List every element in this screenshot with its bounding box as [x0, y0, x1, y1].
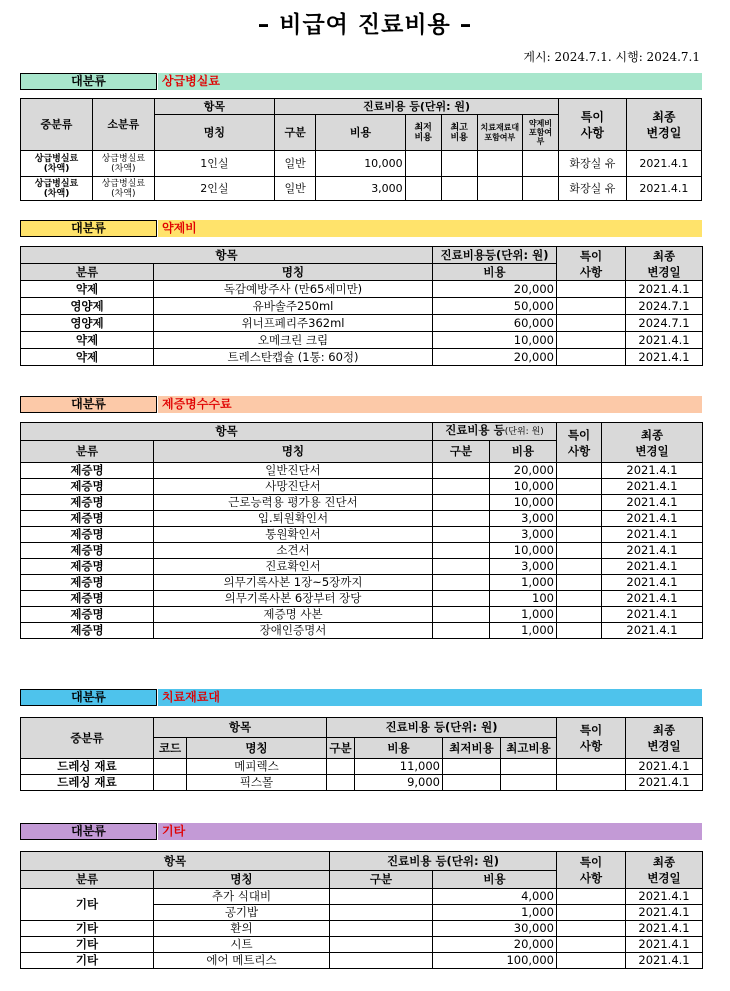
room-fee-table	[20, 98, 702, 201]
table-row	[21, 775, 703, 791]
cell-name: 일반진단서	[154, 463, 433, 479]
cell-price: 20,000	[433, 281, 557, 298]
cell-note	[557, 575, 602, 591]
cell-date: 2021.4.1	[602, 543, 703, 559]
table-row	[21, 527, 703, 543]
category-label: 대분류	[20, 823, 157, 840]
cell-name: 트레스탄캡슐 (1통: 60정)	[154, 349, 433, 366]
header-class: 분류	[21, 871, 154, 889]
table-row	[21, 151, 702, 177]
cell-date: 2021.4.1	[602, 607, 703, 623]
cell-note	[557, 511, 602, 527]
cell-sub: 상급병실료 (차액)	[93, 177, 155, 201]
cell-date: 2021.4.1	[602, 575, 703, 591]
cell-date: 2021.4.1	[602, 591, 703, 607]
table-row	[21, 543, 703, 559]
header-note: 특이 사항	[557, 423, 602, 463]
header-mid: 중분류	[21, 718, 154, 759]
table-row	[21, 591, 703, 607]
cell-name: 진료확인서	[154, 559, 433, 575]
cell-price: 3,000	[490, 559, 557, 575]
cell-class: 기타	[21, 953, 154, 969]
cell-type	[433, 543, 490, 559]
cell-date: 2021.4.1	[626, 889, 703, 905]
cell-price: 10,000	[316, 151, 405, 177]
cell-name: 오메크린 크림	[154, 332, 433, 349]
header-name: 명칭	[154, 441, 433, 463]
cell-name: 공기밥	[154, 905, 330, 921]
header-price: 비용	[433, 264, 557, 281]
header-cost-unit: (단위: 원)	[504, 427, 544, 437]
header-date: 최종 변경일	[626, 718, 703, 759]
table-row	[21, 332, 703, 349]
posting-date: 게시: 2024.7.1. 시행: 2024.7.1	[523, 50, 700, 64]
header-item: 항목	[154, 718, 327, 738]
cell-mid: 드레싱 재료	[21, 775, 154, 791]
header-date: 최종 변경일	[626, 852, 703, 889]
header-name: 명칭	[154, 264, 433, 281]
cell-name: 픽스몰	[187, 775, 327, 791]
cell-class: 제증명	[21, 543, 154, 559]
cell-date: 2021.4.1	[626, 759, 703, 775]
cell-price: 10,000	[490, 495, 557, 511]
table-row	[21, 953, 703, 969]
cell-date: 2021.4.1	[626, 775, 703, 791]
cell-class: 기타	[21, 921, 154, 937]
cell-type	[433, 463, 490, 479]
table-row	[21, 937, 703, 953]
cell-note	[557, 559, 602, 575]
cell-note	[557, 607, 602, 623]
cell-name: 추가 식대비	[154, 889, 330, 905]
cell-date: 2021.4.1	[626, 177, 701, 201]
header-code: 코드	[154, 738, 187, 759]
cell-price: 1,000	[490, 575, 557, 591]
cell-type	[433, 591, 490, 607]
table-row	[21, 495, 703, 511]
cell-note	[557, 463, 602, 479]
cell-type	[433, 575, 490, 591]
cell-price: 20,000	[433, 937, 557, 953]
cell-date: 2021.4.1	[602, 495, 703, 511]
category-header-certificate	[20, 396, 702, 413]
category-name: 상급병실료	[158, 73, 702, 90]
header-name: 명칭	[187, 738, 327, 759]
header-drug: 약제비 포함여 부	[522, 115, 558, 151]
cell-name: 유바솔주250ml	[154, 298, 433, 315]
category-name: 기타	[158, 823, 702, 840]
table-row	[21, 623, 703, 639]
category-header-etc	[20, 823, 702, 840]
material-fee-table	[20, 717, 703, 791]
cell-name: 1인실	[154, 151, 274, 177]
cell-note	[557, 543, 602, 559]
header-note: 특이 사항	[557, 247, 626, 281]
cell-name: 소견서	[154, 543, 433, 559]
header-cost: 진료비용 등(단위: 원)	[327, 718, 557, 738]
cell-date: 2021.4.1	[602, 559, 703, 575]
cell-name: 근로능력용 평가용 진단서	[154, 495, 433, 511]
cell-price: 1,000	[490, 607, 557, 623]
header-item: 항목	[21, 852, 330, 871]
header-sub: 소분류	[93, 99, 155, 151]
header-material: 치료재료대 포함여부	[477, 115, 522, 151]
cell-note	[557, 591, 602, 607]
header-note: 특이 사항	[557, 718, 626, 759]
category-header-material	[20, 689, 702, 706]
cell-class: 영양제	[21, 315, 154, 332]
cell-type	[433, 479, 490, 495]
cell-name: 입.퇴원확인서	[154, 511, 433, 527]
cell-price: 3,000	[490, 511, 557, 527]
cell-date: 2021.4.1	[626, 937, 703, 953]
cell-date: 2024.7.1	[626, 298, 703, 315]
cell-class: 기타	[21, 889, 154, 921]
cell-type: 일반	[275, 177, 316, 201]
cell-name: 의무기록사본 6장부터 장당	[154, 591, 433, 607]
category-name: 제증명수수료	[158, 396, 702, 413]
cell-class: 제증명	[21, 591, 154, 607]
header-type: 구분	[275, 115, 316, 151]
cell-date: 2021.4.1	[626, 151, 701, 177]
table-row	[21, 511, 703, 527]
cell-type	[433, 511, 490, 527]
cell-date: 2021.4.1	[602, 463, 703, 479]
cell-price: 10,000	[490, 543, 557, 559]
cell-note	[557, 527, 602, 543]
table-row	[21, 315, 703, 332]
header-price: 비용	[490, 441, 557, 463]
category-header-drug	[20, 220, 702, 237]
cell-price: 100	[490, 591, 557, 607]
cell-class: 약제	[21, 281, 154, 298]
cell-name: 환의	[154, 921, 330, 937]
cell-date: 2021.4.1	[602, 479, 703, 495]
cell-name: 제증명 사본	[154, 607, 433, 623]
cell-mid: 상급병실료 (차액)	[21, 177, 93, 201]
category-label: 대분류	[20, 396, 157, 413]
header-mid: 중분류	[21, 99, 93, 151]
header-cost: 진료비용 등(단위: 원)	[275, 99, 559, 115]
header-type: 구분	[327, 738, 355, 759]
cell-name: 메피렉스	[187, 759, 327, 775]
header-item: 항목	[154, 99, 274, 115]
cell-class: 제증명	[21, 463, 154, 479]
cell-mid: 상급병실료 (차액)	[21, 151, 93, 177]
header-class: 분류	[21, 441, 154, 463]
header-min: 최저 비용	[405, 115, 441, 151]
category-label: 대분류	[20, 689, 157, 706]
cell-date: 2024.7.1	[626, 315, 703, 332]
cell-price: 9,000	[355, 775, 443, 791]
table-row	[21, 889, 703, 905]
cell-type: 일반	[275, 151, 316, 177]
header-max: 최고비용	[501, 738, 557, 759]
cell-date: 2021.4.1	[626, 349, 703, 366]
table-row	[21, 607, 703, 623]
cell-note	[557, 623, 602, 639]
header-price: 비용	[433, 871, 557, 889]
drug-fee-table	[20, 246, 703, 366]
table-row	[21, 463, 703, 479]
cell-name: 통원확인서	[154, 527, 433, 543]
category-label: 대분류	[20, 220, 157, 237]
cell-date: 2021.4.1	[626, 921, 703, 937]
cell-price: 1,000	[433, 905, 557, 921]
cell-price: 11,000	[355, 759, 443, 775]
header-type: 구분	[330, 871, 433, 889]
header-price: 비용	[316, 115, 405, 151]
category-name: 약제비	[158, 220, 702, 237]
category-name: 치료재료대	[158, 689, 702, 706]
header-item: 항목	[21, 423, 433, 441]
cell-sub: 상급병실료 (차액)	[93, 151, 155, 177]
cell-name: 장애인증명서	[154, 623, 433, 639]
category-label: 대분류	[20, 73, 157, 90]
table-row	[21, 177, 702, 201]
cell-date: 2021.4.1	[626, 953, 703, 969]
cell-price: 50,000	[433, 298, 557, 315]
cell-price: 10,000	[433, 332, 557, 349]
header-name: 명칭	[154, 871, 330, 889]
cell-note: 화장실 유	[558, 151, 626, 177]
header-date: 최종 변경일	[626, 99, 701, 151]
header-cost: 진료비용 등(단위: 원)	[330, 852, 557, 871]
cell-price: 20,000	[433, 349, 557, 366]
cell-name: 사망진단서	[154, 479, 433, 495]
cell-type	[433, 559, 490, 575]
header-max: 최고 비용	[441, 115, 477, 151]
cell-class: 제증명	[21, 575, 154, 591]
cell-price: 60,000	[433, 315, 557, 332]
header-cost-label: 진료비용 등	[445, 423, 505, 437]
table-row	[21, 298, 703, 315]
header-price: 비용	[355, 738, 443, 759]
table-row	[21, 281, 703, 298]
table-row	[21, 921, 703, 937]
etc-fee-table	[20, 851, 703, 969]
cell-date: 2021.4.1	[602, 623, 703, 639]
table-row	[21, 559, 703, 575]
header-name: 명칭	[154, 115, 274, 151]
header-class: 분류	[21, 264, 154, 281]
cell-date: 2021.4.1	[602, 511, 703, 527]
cell-name: 에어 메트리스	[154, 953, 330, 969]
table-row	[21, 349, 703, 366]
cell-type	[433, 623, 490, 639]
cell-type	[433, 495, 490, 511]
cell-note: 화장실 유	[558, 177, 626, 201]
cell-price: 100,000	[433, 953, 557, 969]
cell-type	[433, 527, 490, 543]
cell-date: 2021.4.1	[626, 332, 703, 349]
header-type: 구분	[433, 441, 490, 463]
page-title: – 비급여 진료비용 –	[257, 12, 473, 38]
cell-class: 약제	[21, 332, 154, 349]
cell-price: 3,000	[316, 177, 405, 201]
cell-class: 영양제	[21, 298, 154, 315]
table-row	[21, 759, 703, 775]
header-item: 항목	[21, 247, 433, 264]
header-date: 최종 변경일	[626, 247, 703, 281]
cell-class: 제증명	[21, 479, 154, 495]
table-row	[21, 479, 703, 495]
cell-class: 제증명	[21, 527, 154, 543]
cell-price: 10,000	[490, 479, 557, 495]
cell-date: 2021.4.1	[626, 905, 703, 921]
cell-name: 시트	[154, 937, 330, 953]
cell-name: 독감예방주사 (만65세미만)	[154, 281, 433, 298]
cell-price: 30,000	[433, 921, 557, 937]
certificate-fee-table	[20, 422, 703, 639]
header-date: 최종 변경일	[602, 423, 703, 463]
cell-name: 위너프페리주362ml	[154, 315, 433, 332]
cell-name: 의무기록사본 1장~5장까지	[154, 575, 433, 591]
cell-class: 제증명	[21, 607, 154, 623]
header-note: 특이 사항	[557, 852, 626, 889]
header-note: 특이 사항	[558, 99, 626, 151]
cell-type	[433, 607, 490, 623]
cell-name: 2인실	[154, 177, 274, 201]
cell-price: 20,000	[490, 463, 557, 479]
category-header-room	[20, 73, 702, 90]
cell-class: 제증명	[21, 495, 154, 511]
cell-date: 2021.4.1	[602, 527, 703, 543]
cell-note	[557, 495, 602, 511]
header-min: 최저비용	[443, 738, 501, 759]
header-cost: 진료비용등(단위: 원)	[433, 247, 557, 264]
cell-class: 제증명	[21, 559, 154, 575]
cell-class: 기타	[21, 937, 154, 953]
header-cost	[433, 423, 557, 441]
cell-price: 4,000	[433, 889, 557, 905]
cell-date: 2021.4.1	[626, 281, 703, 298]
cell-price: 3,000	[490, 527, 557, 543]
table-row	[21, 575, 703, 591]
cell-mid: 드레싱 재료	[21, 759, 154, 775]
cell-note	[557, 479, 602, 495]
cell-class: 제증명	[21, 623, 154, 639]
cell-class: 약제	[21, 349, 154, 366]
cell-price: 1,000	[490, 623, 557, 639]
cell-class: 제증명	[21, 511, 154, 527]
